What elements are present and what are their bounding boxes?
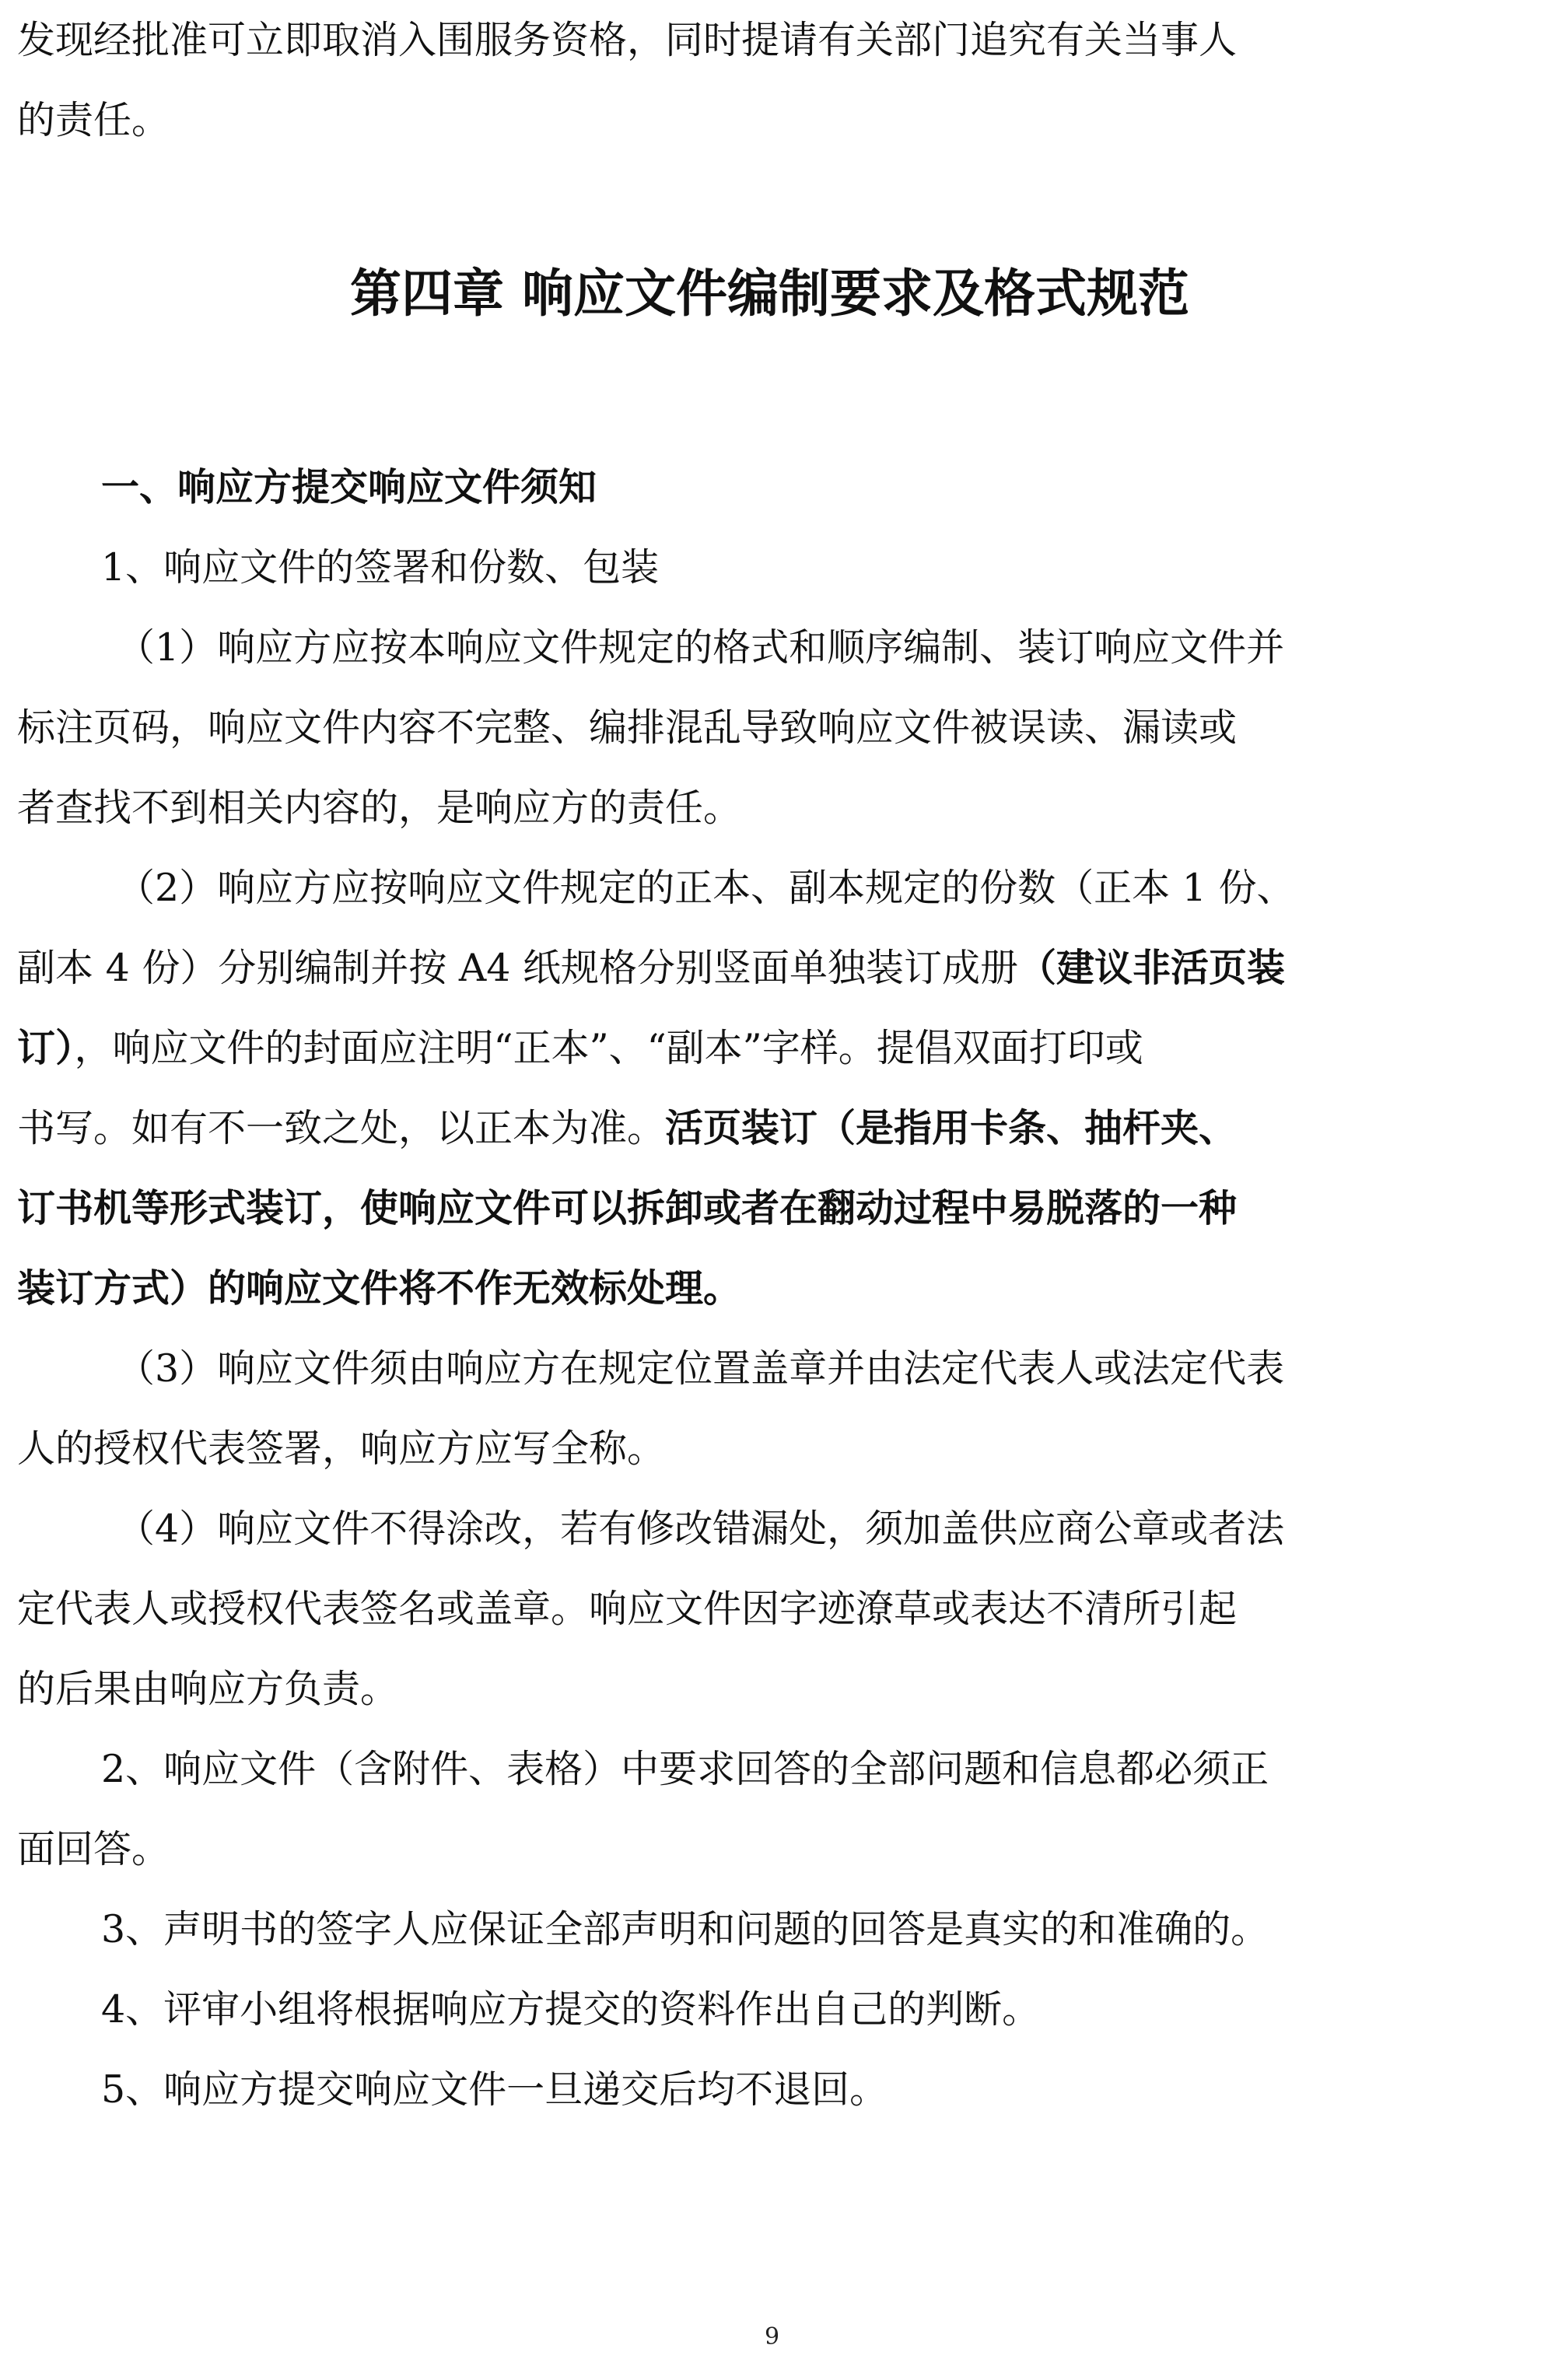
chapter-title: 第四章 响应文件编制要求及格式规范 — [350, 264, 1189, 324]
body-line: 人的授权代表签署，响应方应写全称。 — [17, 1426, 666, 1471]
item-heading: 1、响应文件的签署和份数、包装 — [101, 545, 660, 590]
body-line: 5、响应方提交响应文件一旦递交后均不退回。 — [101, 2067, 888, 2112]
body-line: 4、评审小组将根据响应方提交的资料作出自己的判断。 — [101, 1987, 1041, 2032]
body-line: （2）响应方应按响应文件规定的正本、副本规定的份数（正本 1 份、 — [117, 866, 1295, 910]
body-line: （3）响应文件须由响应方在规定位置盖章并由法定代表人或法定代表 — [117, 1346, 1285, 1391]
bold-text-run: （建议非活页装 — [1018, 946, 1286, 990]
body-line: 者查找不到相关内容的，是响应方的责任。 — [17, 786, 742, 830]
text-run: 书写。如有不一致之处，以正本为准。 — [17, 1106, 666, 1150]
bold-text-run: 订） — [17, 1026, 75, 1070]
section-heading: 一、响应方提交响应文件须知 — [101, 465, 597, 509]
body-line — [17, 928, 1522, 1008]
body-line — [17, 1088, 1522, 1168]
body-line: 标注页码，响应文件内容不完整、编排混乱导致响应文件被误读、漏读或 — [17, 705, 1238, 750]
body-line — [17, 1008, 1522, 1088]
bold-text-run: 活页装订（是指用卡条、抽杆夹、 — [665, 1106, 1238, 1150]
body-line: 订书机等形式装订，使响应文件可以拆卸或者在翻动过程中易脱落的一种 — [17, 1186, 1238, 1230]
body-line: 定代表人或授权代表签名或盖章。响应文件因字迹潦草或表达不清所引起 — [17, 1587, 1238, 1631]
body-line: （1）响应方应按本响应文件规定的格式和顺序编制、装订响应文件并 — [117, 625, 1285, 670]
page-number: 9 — [764, 2323, 780, 2350]
page-content — [17, 0, 1522, 2130]
body-line: 面回答。 — [17, 1827, 170, 1871]
body-line: 装订方式）的响应文件将不作无效标处理。 — [17, 1266, 742, 1311]
body-line: （4）响应文件不得涂改，若有修改错漏处，须加盖供应商公章或者法 — [117, 1507, 1285, 1551]
body-line: 发现经批准可立即取消入围服务资格，同时提请有关部门追究有关当事人 — [17, 18, 1238, 62]
body-line: 2、响应文件（含附件、表格）中要求回答的全部问题和信息都必须正 — [101, 1747, 1269, 1791]
text-run: 副本 4 份）分别编制并按 A4 纸规格分别竖面单独装订成册 — [17, 946, 1019, 990]
body-line: 的责任。 — [17, 98, 170, 142]
body-line: 3、声明书的签字人应保证全部声明和问题的回答是真实的和准确的。 — [101, 1907, 1269, 1951]
body-line: 的后果由响应方负责。 — [17, 1667, 399, 1711]
text-run: ，响应文件的封面应注明“正本”、“副本”字样。提倡双面打印或 — [74, 1026, 1143, 1070]
